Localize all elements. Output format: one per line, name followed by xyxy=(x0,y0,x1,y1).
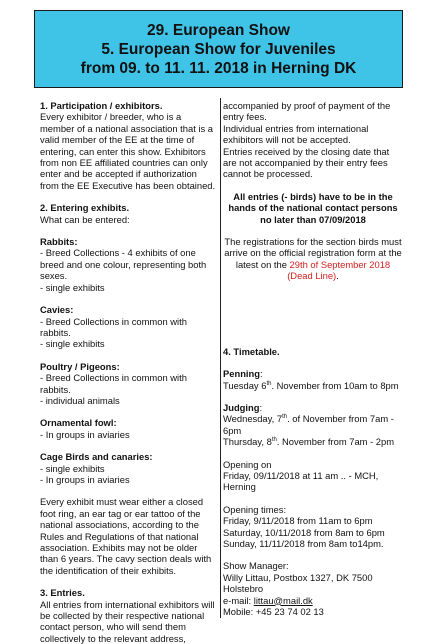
poultry-title: Poultry / Pigeons: xyxy=(40,360,120,372)
show-manager-mobile: Mobile: +45 23 74 02 13 xyxy=(223,606,324,617)
registration-deadline: (Dead Line) xyxy=(287,270,337,282)
registration-end: . xyxy=(336,270,339,282)
section-participation-body: Every exhibitor / breeder, who is a member of a national association that is a valid member of the EE at the time of entering, can enter this show. Exhibitors from non EE affiliated countries can only enter and be accepted if authorization from the EE Executive has been obtained. xyxy=(40,111,216,191)
entries-continued: Individual entries from international exhibitors will not be accepted. xyxy=(223,122,369,146)
opening-times-item: Saturday, 10/11/2018 from 8am to 6pm xyxy=(223,526,385,538)
section-entries-title: 3. Entries. xyxy=(40,587,85,599)
title-line-1: 29. European Show xyxy=(147,21,290,39)
cavies-title: Cavies: xyxy=(40,304,74,316)
email-label: e-mail: xyxy=(223,594,254,606)
cavies-item: - Breed Collections in common with rabbits. xyxy=(40,315,187,338)
judging-sup: th xyxy=(282,414,288,421)
show-title-banner xyxy=(34,10,403,88)
registration-text: The registrations for the section birds must arrive on the official registration form at the latest on the xyxy=(224,236,402,270)
opening-times-item: Friday, 9/11/2018 from 11am to 6pm xyxy=(223,515,373,527)
title-line-2: 5. European Show for Juveniles xyxy=(101,40,336,58)
left-column xyxy=(40,100,218,644)
entries-continued: Entries received by the closing date that are not accompanied by their entry fees cannot be processed. xyxy=(223,145,390,180)
ornamental-fowl-item: - In groups in aviaries xyxy=(40,428,130,440)
entries-continued: accompanied by proof of payment of the entry fees. xyxy=(223,100,391,123)
column-divider xyxy=(220,98,221,618)
penning-time xyxy=(223,380,403,391)
show-manager-address: Willy Littau, Postbox 1327, DK 7500 Holstebro xyxy=(223,571,373,595)
judging-time-1 xyxy=(223,413,403,436)
penning-colon: : xyxy=(259,368,263,380)
penning-title: Penning xyxy=(223,368,260,380)
section-entering-title: 2. Entering exhibits. xyxy=(40,202,130,214)
section-entries-body: All entries from international exhibitors will be collected by their respective national contact person, who will send them collectively to the relevant address, xyxy=(40,598,215,644)
poultry-item: - individual animals xyxy=(40,394,120,406)
penning-sup: th xyxy=(266,380,272,387)
penning-text-end: . November from 10am to 8pm xyxy=(271,379,399,391)
judging-sup: th xyxy=(271,437,277,443)
penning-text: Tuesday 6 xyxy=(223,379,267,391)
show-manager-title: Show Manager: xyxy=(223,560,289,572)
section-timetable-title: 4. Timetable. xyxy=(223,345,280,357)
right-column xyxy=(223,100,403,617)
rabbits-item: - single exhibits xyxy=(40,281,105,293)
poultry-item: - Breed Collections in common with rabbits. xyxy=(40,372,187,395)
title-line-3: from 09. to 11. 11. 2018 in Herning DK xyxy=(80,59,357,77)
cage-birds-title: Cage Birds and canaries: xyxy=(40,451,153,463)
judging-text-end: . November from 7am - 2pm xyxy=(276,436,395,448)
ornamental-fowl-title: Ornamental fowl: xyxy=(40,417,117,429)
opening-times-title: Opening times: xyxy=(223,503,287,515)
registration-notice xyxy=(223,236,403,282)
identification-rules: Every exhibit must wear either a closed foot ring, an ear tag or ear tattoo of the national associations, according to the Rules and Regulations of that national association. Exhibits may not be older than 6 years. The cavy section deals with the identification of their exhibits. xyxy=(40,496,212,576)
opening-title: Opening on xyxy=(223,458,272,470)
section-participation-title: 1. Participation / exhibitors. xyxy=(40,100,163,111)
birds-deadline-notice: All entries (- birds) have to be in the hands of the national contact persons no later than 07/09/2018 xyxy=(228,190,398,225)
judging-text-end: . of November from 7am - 6pm xyxy=(223,413,394,436)
rabbits-title: Rabbits: xyxy=(40,236,78,248)
opening-times-item: Sunday, 11/11/2018 from 8am to14pm. xyxy=(223,537,384,549)
show-manager-email xyxy=(223,595,403,606)
cavies-item: - single exhibits xyxy=(40,338,105,350)
cage-birds-item: - In groups in aviaries xyxy=(40,473,130,485)
cage-birds-item: - single exhibits xyxy=(40,462,105,474)
opening-body: Friday, 09/11/2018 at 11 am .. - MCH, Herning xyxy=(223,469,379,493)
email-link[interactable]: littau@mail.dk xyxy=(253,594,313,606)
judging-text: Thursday, 8 xyxy=(223,436,272,448)
judging-text: Wednesday, 7 xyxy=(223,413,283,425)
judging-time-2 xyxy=(223,436,403,447)
penning-heading xyxy=(223,368,403,379)
registration-date: 29th of September 2018 xyxy=(289,258,391,270)
judging-heading xyxy=(223,402,403,413)
section-entering-intro: What can be entered: xyxy=(40,213,130,225)
judging-colon: : xyxy=(259,401,263,413)
rabbits-item: - Breed Collections - 4 exhibits of one breed and one colour, representing both sexes. xyxy=(40,247,207,282)
judging-title: Judging xyxy=(223,401,260,413)
